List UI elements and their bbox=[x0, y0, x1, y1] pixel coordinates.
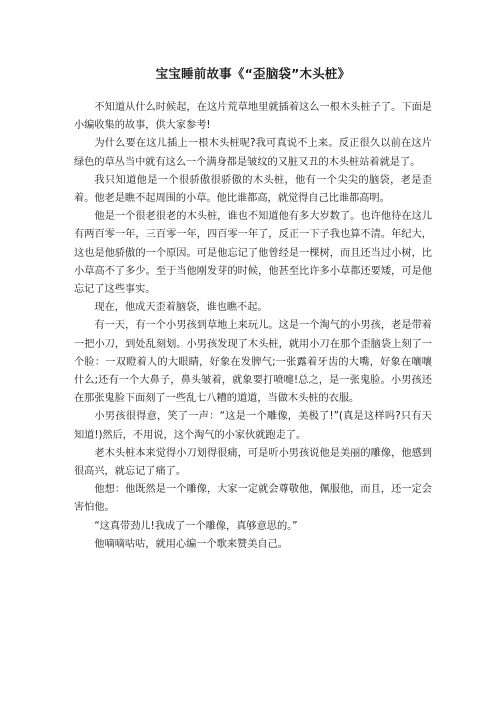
paragraph: 他嘀嘀咕咕，就用心编一个歌来赞美自己。 bbox=[94, 538, 288, 550]
story-body bbox=[74, 99, 432, 554]
paragraph: 他想：他既然是一个雕像，大家一定就会尊敬他，佩服他，而且，还一定会害怕他。 bbox=[74, 484, 432, 514]
paragraph: “这真带劲儿!我成了一个雕像，真够意思的。” bbox=[94, 520, 298, 532]
paragraph: 我只知道他是一个很骄傲很骄傲的木头桩，他有一个尖尖的脑袋，老是歪着。他老是瞧不起周围的小草。他比谁都高，就觉得自己比谁都高明。 bbox=[74, 174, 432, 205]
paragraph: 有一天，有一个小男孩到草地上来玩儿。这是一个淘气的小男孩，老是带着一把小刀，到处乱刻划。小男孩发现了木头桩，就用小刀在那个歪脑袋上刻了一个脸：一双瞪着人的大眼睛，好象在发脾气;一张露着牙齿的大嘴，好象在嚷嚷什么;还有一个大鼻子，鼻头皱着，就象要打喷嚏!总之，是一张鬼脸。小男孩还在那张鬼脸下面刻了一些乱七八糟的道道，当做木头桩的衣服。 bbox=[74, 320, 432, 405]
paragraph: 老木头桩本来觉得小刀划得很痛，可是听小男孩说他是美丽的雕像，他感到很高兴，就忘记了痛了。 bbox=[74, 447, 432, 478]
paragraph: 现在，他成天歪着脑袋，谁也瞧不起。 bbox=[94, 302, 268, 314]
paragraph: 为什么要在这儿插上一根木头桩呢?我可真说不上来。反正很久以前在这片绿色的草丛当中就有这么一个满身都是皱纹的又脏又丑的木头桩站着就是了。 bbox=[74, 138, 432, 168]
story-title: 宝宝睡前故事《“歪脑袋”木头桩》 bbox=[155, 66, 351, 81]
paragraph: 他是一个很老很老的木头桩，谁也不知道他有多大岁数了。也许他待在这儿有两百零一年，三百零一年，四百零一年了，反正一下子我也算不清。年纪大，这也是他骄傲的一个原因。可是他忘记了他曾经是一棵树，而且还当过小树，比小草高不了多少。至于当他刚发芽的时候，他甚至比许多小草都还要矮，可是他忘记了这些事实。 bbox=[74, 211, 432, 296]
paragraph: 小男孩很得意，笑了一声：“这是一个雕像，美极了!”(真是这样吗?只有天知道!)然后，不用说，这个淘气的小家伙就跑走了。 bbox=[74, 411, 432, 441]
paragraph: 不知道从什么时候起，在这片荒草地里就插着这么一根木头桩子了。下面是小编收集的故事，供大家参考! bbox=[74, 102, 432, 132]
